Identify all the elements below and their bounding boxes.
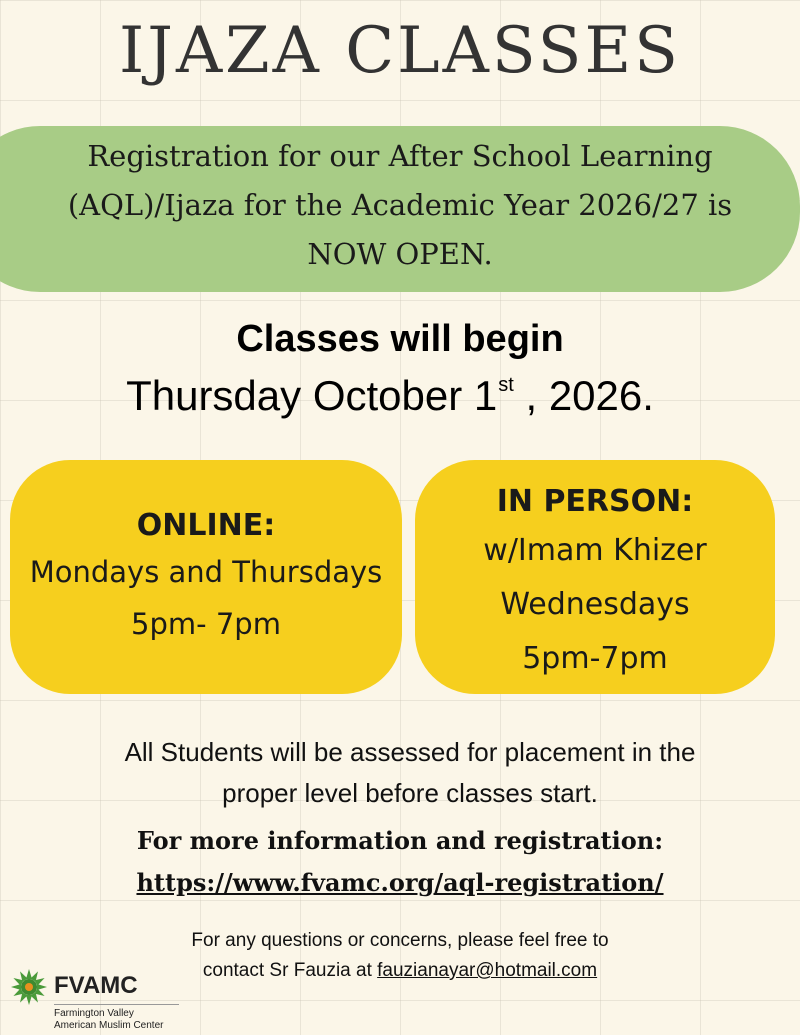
date-ordinal: st (498, 374, 514, 396)
contact-email-link[interactable]: fauzianayar@hotmail.com (377, 960, 598, 981)
registration-link[interactable]: https://www.fvamc.org/aql-registration/ (136, 868, 664, 897)
in-person-teacher: w/Imam Khizer (483, 533, 707, 568)
contact-prefix: contact Sr Fauzia at (202, 960, 378, 981)
logo-subtitle (54, 1008, 163, 1032)
assessment-line-2: proper level before classes start. (222, 778, 598, 808)
date-prefix: Thursday October 1 (126, 372, 498, 419)
assessment-note (60, 732, 760, 814)
assessment-line-1: All Students will be assessed for placement in the (124, 737, 696, 767)
fvamc-logo (10, 968, 185, 1034)
registration-line-1: Registration for our After School Learning (87, 139, 713, 173)
in-person-time: 5pm-7pm (522, 641, 668, 676)
registration-line-3: NOW OPEN. (307, 237, 493, 271)
page-title: IJAZA CLASSES (119, 14, 681, 88)
online-days: Mondays and Thursdays (29, 555, 383, 589)
logo-divider (54, 1004, 179, 1005)
in-person-heading: IN PERSON: (496, 484, 694, 519)
online-time: 5pm- 7pm (131, 607, 281, 641)
online-schedule-card (10, 460, 402, 694)
logo-name: FVAMC (54, 972, 138, 999)
contact-note (100, 926, 700, 986)
in-person-schedule-card (415, 460, 775, 694)
date-suffix: , 2026. (513, 372, 654, 419)
classes-begin-heading: Classes will begin (236, 318, 564, 360)
logo-sub-line-2: American Muslim Center (54, 1020, 164, 1031)
in-person-days: Wednesdays (500, 587, 690, 622)
classes-begin-date (0, 372, 780, 420)
contact-line-2 (100, 956, 700, 986)
logo-sub-line-1: Farmington Valley (54, 1008, 134, 1019)
more-info-heading: For more information and registration: (136, 826, 664, 855)
online-heading: ONLINE: (136, 508, 276, 543)
registration-line-2: (AQL)/Ijaza for the Academic Year 2026/27 is (67, 188, 733, 222)
contact-line-1: For any questions or concerns, please feel free to (191, 930, 609, 951)
green-star-flower-icon (10, 968, 48, 1006)
registration-text (0, 132, 800, 279)
